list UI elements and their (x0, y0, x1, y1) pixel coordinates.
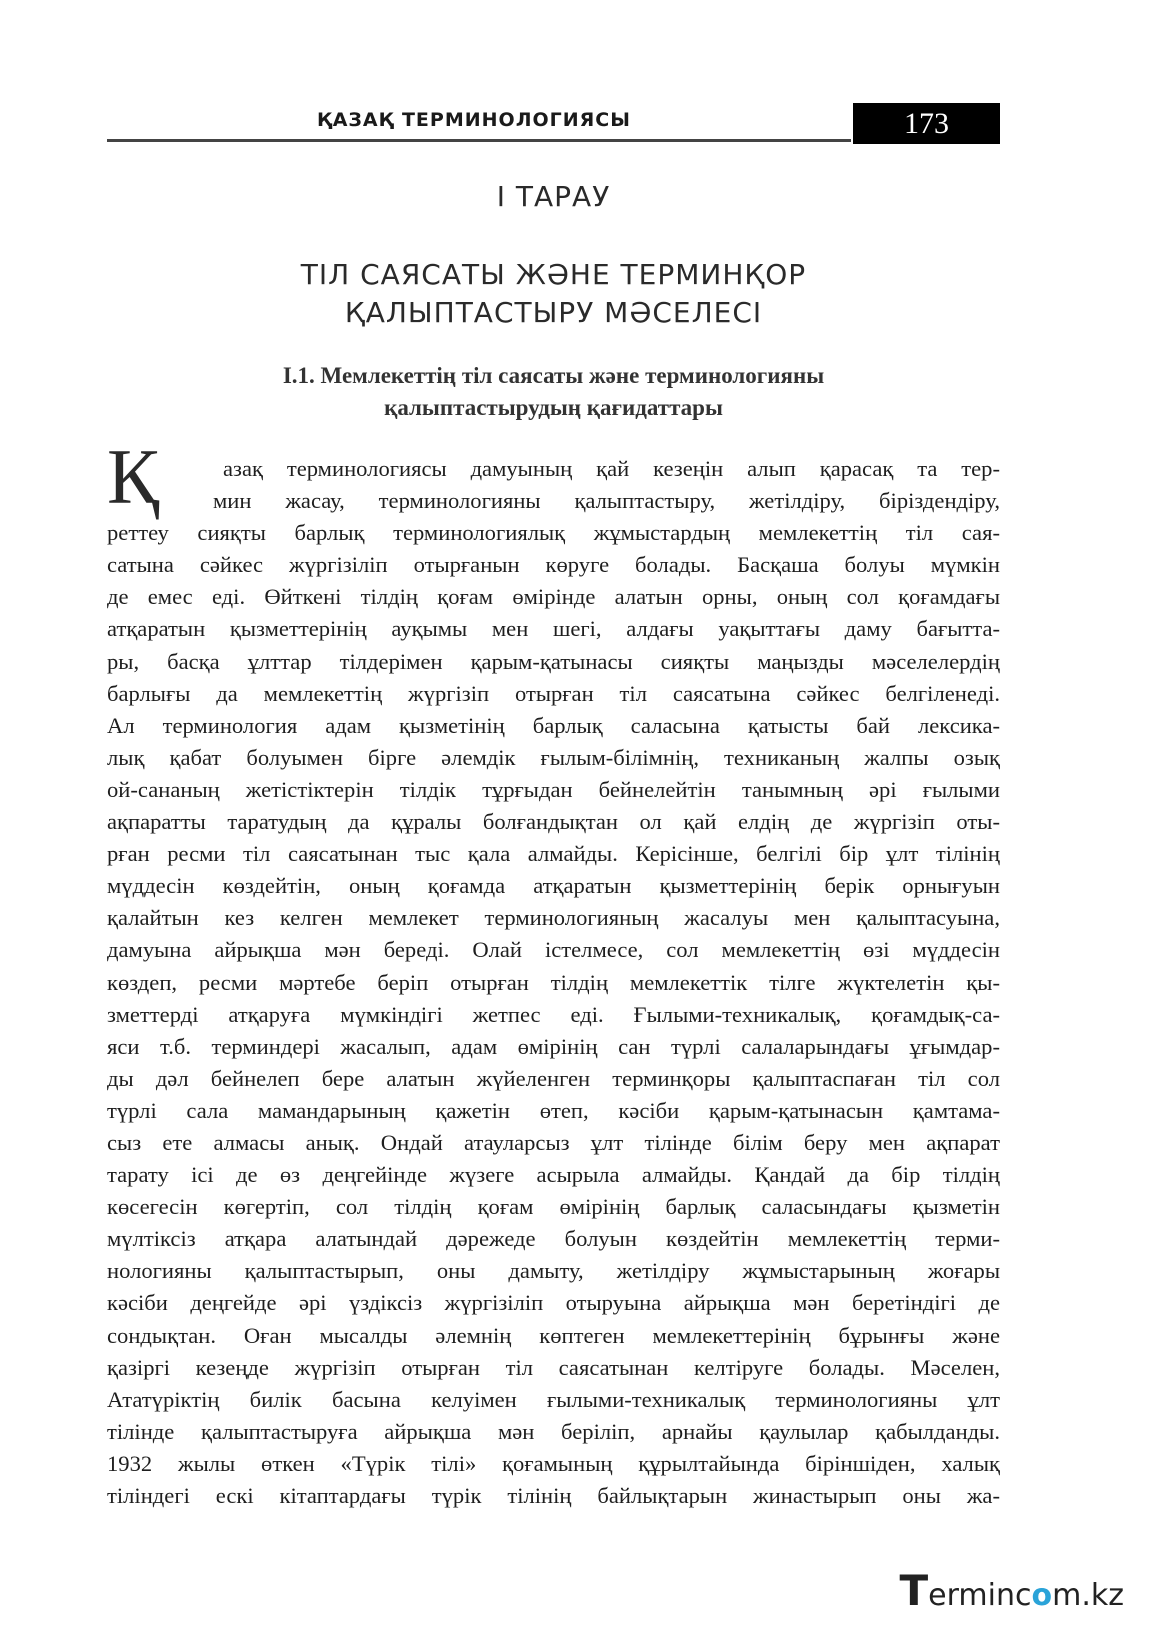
text-line: тілінде қалыптастыруға айрықша мән беріліп, арнайы қаулылар қабылданды. (107, 1418, 1000, 1444)
text-line: Ал терминология адам қызметінің барлық саласына қатысты бай лексика- (107, 712, 1000, 738)
watermark-o: o (1031, 1578, 1053, 1613)
body-text (107, 453, 1000, 1512)
text-line: реттеу сияқты барлық терминологиялық жұмыстардың мемлекеттің тіл сая- (107, 520, 1000, 546)
text-line: атқаратын қызметтерінің ауқымы мен шегі, алдағы уақыттағы даму бағытта- (107, 616, 1000, 642)
text-line: қалайтын кез келген мемлекет терминологияның жасалуы мен қалыптасуына, (107, 905, 1000, 931)
text-line: рған ресми тіл саясатынан тыс қала алмайды. Керісінше, белгілі бір ұлт тілінің (107, 841, 1000, 867)
text-line: де емес еді. Өйткені тілдің қоғам өмірінде алатын орны, оның сол қоғамдағы (107, 584, 1000, 610)
text-line: мүлтіксіз атқара алатындай дәрежеде болуын көздейтін мемлекеттің терми- (107, 1226, 1000, 1252)
section-title-line: қалыптастырудың қағидаттары (384, 395, 723, 420)
chapter-title (107, 256, 1000, 332)
text-line: тіліндегі ескі кітаптардағы түрік тілінің байлықтарын жинастырып оны жа- (107, 1483, 1000, 1508)
text-line: ры, басқа ұлттар тілдерімен қарым-қатынасы сияқты маңызды мәселелердің (107, 648, 1000, 674)
chapter-label: I ТАРАУ (496, 180, 611, 213)
text-line: нологияны қалыптастырып, оны дамыту, жетілдіру жұмыстарының жоғары (107, 1258, 1000, 1284)
text-line: ды дәл бейнелеп бере алатын жүйеленген терминқоры қалыптаспаған тіл сол (107, 1065, 1000, 1091)
drop-cap: Қ (107, 433, 160, 520)
text-line: лық қабат болуымен бірге әлемдік ғылым-білімнің, техниканың жалпы озық (107, 744, 1000, 770)
text-line: түрлі сала мамандарының қажетін өтеп, кәсіби қарым-қатынасын қамтама- (107, 1097, 1000, 1123)
text-line: дамуына айрықша мән береді. Олай істелмесе, сол мемлекеттің өзі мүддесін (107, 937, 1000, 963)
text-line: сатына сәйкес жүргізіліп отырғанын көруге болады. Басқаша болуы мүмкін (107, 552, 1000, 578)
chapter-title-line: ҚАЛЫПТАСТЫРУ МӘСЕЛЕСІ (344, 296, 763, 329)
watermark-end: m.kz (1052, 1578, 1124, 1613)
text-line: сондықтан. Оған мысалды әлемнің көптеген мемлекеттерінің бұрынғы және (107, 1322, 1000, 1348)
watermark-initial: T (899, 1566, 929, 1615)
termincom-watermark (899, 1566, 1124, 1615)
text-line: ақпаратты таратудың да құралы болғандықтан ол қай елдің де жүргізіп оты- (107, 809, 1000, 835)
running-header (107, 103, 1000, 143)
text-line: зметтерді атқаруға мүмкіндігі жетпес еді. Ғылыми-техникалық, қоғамдық-са- (107, 1001, 1000, 1027)
text-line: кәсіби деңгейде әрі үздіксіз жүргізіліп отыруына айрықша мән беретіндігі де (107, 1290, 1000, 1316)
running-title: ҚАЗАҚ ТЕРМИНОЛОГИЯСЫ (317, 109, 631, 131)
text-line: көздеп, ресми мәртебе беріп отырған тілдің мемлекеттік тілге жүктелетін қы- (107, 969, 1000, 995)
section-title-line: І.1. Мемлекеттің тіл саясаты және терминологияны (282, 363, 825, 388)
text-line: азақ терминологиясы дамуының қай кезеңін алып қарасақ та тер- (223, 456, 1000, 481)
text-line: ой-сананың жетістіктерін тілдік тұрғыдан бейнелейтін танымның әрі ғылыми (107, 776, 1000, 802)
chapter-title-line: ТІЛ САЯСАТЫ ЖӘНЕ ТЕРМИНҚОР (300, 258, 807, 291)
text-line: яси т.б. терминдері жасалып, адам өмірінің сан түрлі салаларындағы ұғымдар- (107, 1033, 1000, 1059)
header-rule (107, 139, 851, 142)
text-line: Ататүріктің билік басына келуімен ғылыми-техникалық терминологияны ұлт (107, 1386, 1000, 1412)
text-line: тарату ісі де өз деңгейінде жүзеге асырыла алмайды. Қандай да бір тілдің (107, 1162, 1000, 1188)
text-line: мин жасау, терминологияны қалыптастыру, жетілдіру, біріздендіру, (213, 488, 1000, 514)
text-line: барлығы да мемлекеттің жүргізіп отырған тіл саясатына сәйкес белгіленеді. (107, 680, 1000, 706)
page-number: 173 (853, 103, 1000, 144)
text-line: сыз ете алмасы анық. Ондай атауларсыз ұлт тілінде білім беру мен ақпарат (107, 1129, 1000, 1155)
text-line: қазіргі кезеңде жүргізіп отырған тіл саясатынан келтіруге болады. Мәселен, (107, 1354, 1000, 1380)
section-title (107, 360, 1000, 424)
text-line: көсегесін көгертіп, сол тілдің қоғам өмірінің барлық саласындағы қызметін (107, 1194, 1000, 1220)
text-line: мүддесін көздейтін, оның қоғамда атқаратын қызметтерінің берік орнығуын (107, 873, 1000, 899)
watermark-middle: erminc (928, 1578, 1032, 1613)
text-line: 1932 жылы өткен «Түрік тілі» қоғамының құрылтайында біріншіден, халық (107, 1450, 1000, 1476)
